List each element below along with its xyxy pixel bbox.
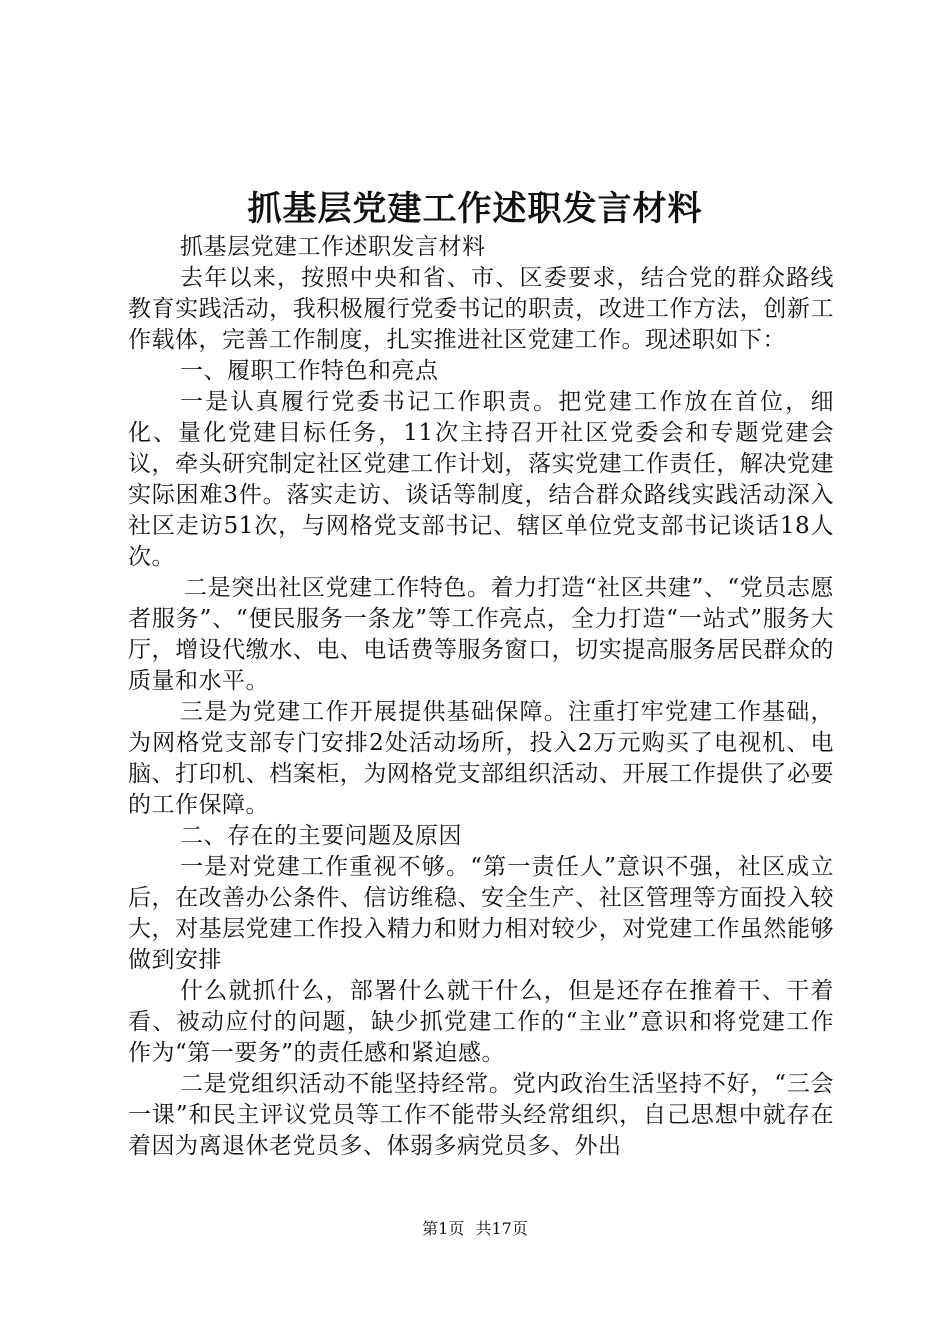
paragraph-problem-2: 二是党组织活动不能坚持经常。党内政治生活坚持不好，“三会一课”和民主评议党员等工作不能带头经常组织，自己思想中就存在着因为离退休老党员多、体弱多病党员多、外出 (128, 1071, 834, 1159)
document-body (128, 232, 834, 1162)
paragraph-problem-1-cont: 什么就抓什么，部署什么就干什么，但是还存在推着干、干着看、被动应付的问题，缺少抓党建工作的“主业”意识和将党建工作作为“第一要务”的责任感和紧迫感。 (128, 978, 834, 1066)
page-number: 第1页 (422, 1219, 465, 1238)
paragraph-problem-1: 一是对党建工作重视不够。“第一责任人”意识不强，社区成立后，在改善办公条件、信访维稳、安全生产、社区管理等方面投入较大，对基层党建工作投入精力和财力相对较少，对党建工作虽然能够做到安排 (128, 854, 834, 973)
page-footer (0, 1218, 950, 1240)
paragraph-intro: 去年以来，按照中央和省、市、区委要求，结合党的群众路线教育实践活动，我积极履行党委书记的职责，改进工作方法，创新工作载体，完善工作制度，扎实推进社区党建工作。现述职如下： (128, 265, 834, 353)
section-heading-2: 二、存在的主要问题及原因 (180, 823, 462, 849)
paragraph-duty-2: 二是突出社区党建工作特色。着力打造“社区共建”、“党员志愿者服务”、“便民服务一条龙”等工作亮点，全力打造“一站式”服务大厅，增设代缴水、电、电话费等服务窗口，切实提高服务居民群众的质量和水平。 (128, 575, 834, 694)
page-total: 共17页 (475, 1219, 528, 1238)
document-title: 抓基层党建工作述职发言材料 (247, 189, 703, 229)
paragraph-duty-1: 一是认真履行党委书记工作职责。把党建工作放在首位，细化、量化党建目标任务，11次主持召开社区党委会和专题党建会议，牵头研究制定社区党建工作计划，落实党建工作责任，解决党建实际困难3件。落实走访、谈话等制度，结合群众路线实践活动深入社区走访51次，与网格党支部书记、辖区单位党支部书记谈话18人次。 (128, 389, 834, 570)
paragraph-subtitle: 抓基层党建工作述职发言材料 (180, 234, 486, 260)
paragraph-duty-3: 三是为党建工作开展提供基础保障。注重打牢党建工作基础，为网格党支部专门安排2处活动场所，投入2万元购买了电视机、电脑、打印机、档案柜，为网格党支部组织活动、开展工作提供了必要的工作保障。 (128, 699, 834, 818)
section-heading-1: 一、履职工作特色和亮点 (180, 358, 439, 384)
